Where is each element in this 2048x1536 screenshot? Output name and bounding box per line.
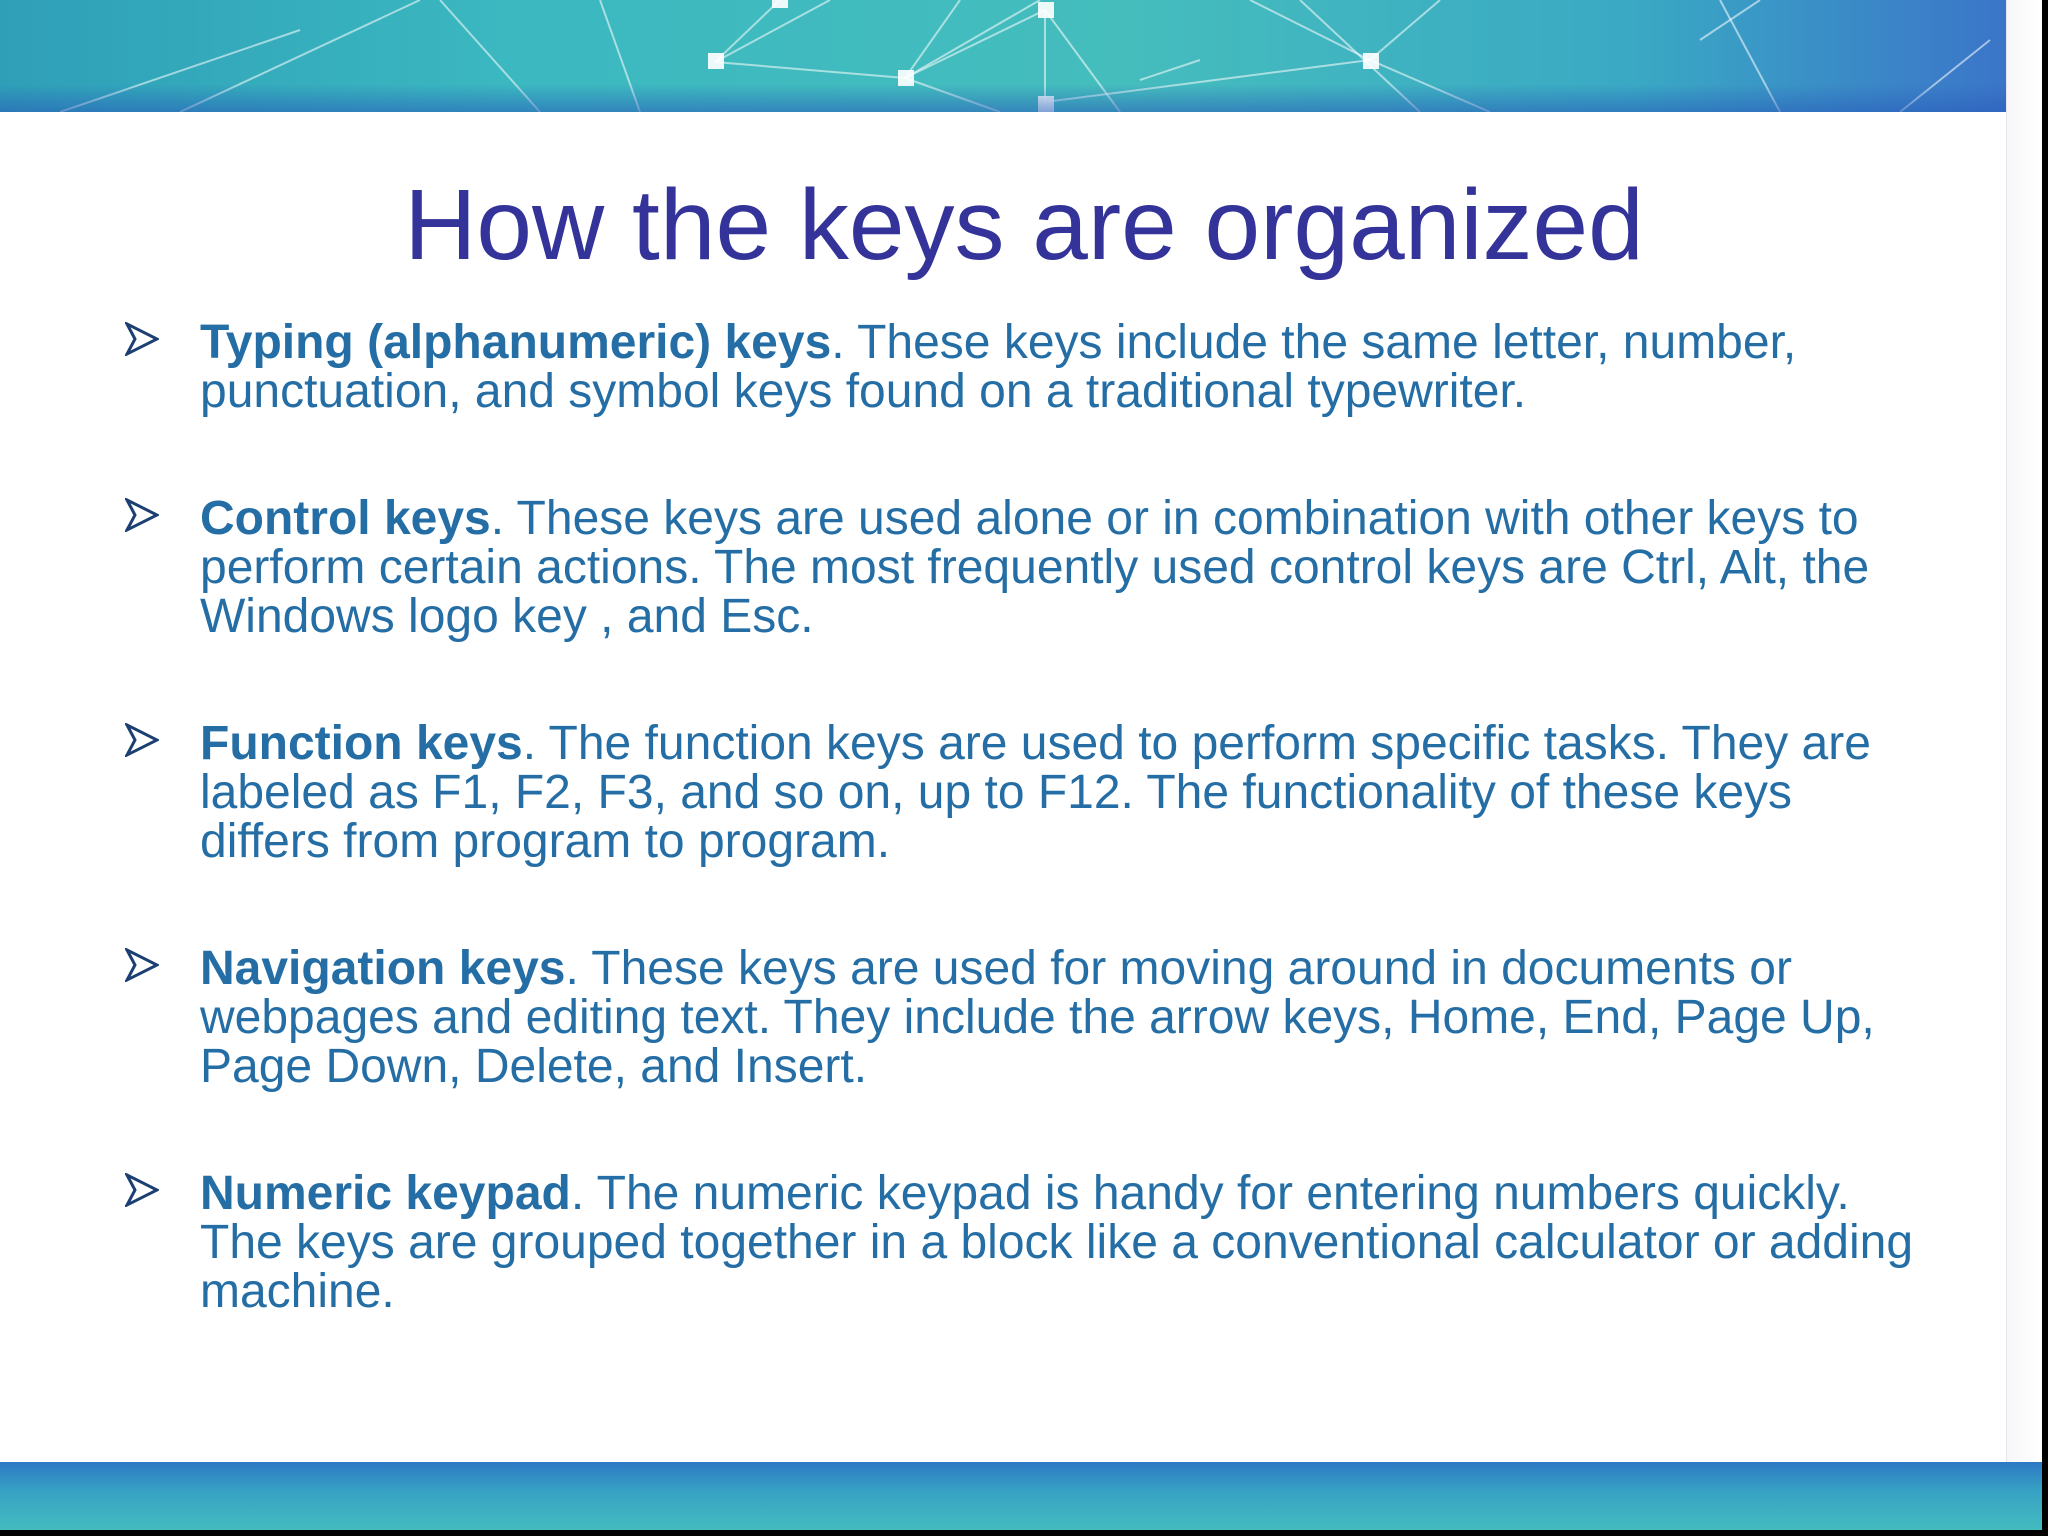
bullet-text: . The numeric keypad is handy for entering numbers quickly. The keys are grouped together in a block like a conventional calculator or adding machine. [200, 1167, 1914, 1318]
arrowhead-bullet-icon [125, 498, 159, 532]
top-banner [0, 0, 2042, 112]
arrowhead-bullet-icon [125, 1173, 159, 1207]
bottom-banner [0, 1462, 2042, 1530]
bullet-list [125, 318, 1925, 1394]
bullet-text: . These keys are used for moving around in documents or webpages and editing text. They include the arrow keys, Home, End, Page Up, Page Down, Delete, and Insert. [200, 942, 1875, 1093]
bullet-text: . These keys include the same letter, number, punctuation, and symbol keys found on a traditional typewriter. [200, 316, 1797, 418]
slide-title: How the keys are organized [404, 169, 1644, 281]
bullet-term: Navigation keys [200, 942, 566, 995]
bullet-text: . These keys are used alone or in combination with other keys to perform certain actions. The most frequently used control keys are Ctrl, Alt, the Windows logo key , and Esc. [200, 492, 1870, 643]
bullet-term: Typing (alphanumeric) keys [200, 316, 832, 369]
bullet-term: Control keys [200, 492, 491, 545]
list-item [125, 1169, 1925, 1316]
bullet-term: Function keys [200, 717, 523, 770]
arrowhead-bullet-icon [125, 723, 159, 757]
list-item [125, 719, 1925, 866]
list-item [125, 494, 1925, 641]
list-item [125, 318, 1925, 416]
arrowhead-bullet-icon [125, 948, 159, 982]
bullet-term: Numeric keypad [200, 1167, 571, 1220]
list-item [125, 944, 1925, 1091]
bullet-text: . The function keys are used to perform specific tasks. They are labeled as F1, F2, F3, and so on, up to F12. The functionality of these keys differs from program to program. [200, 717, 1871, 868]
network-decoration-icon [0, 0, 2042, 112]
arrowhead-bullet-icon [125, 322, 159, 356]
